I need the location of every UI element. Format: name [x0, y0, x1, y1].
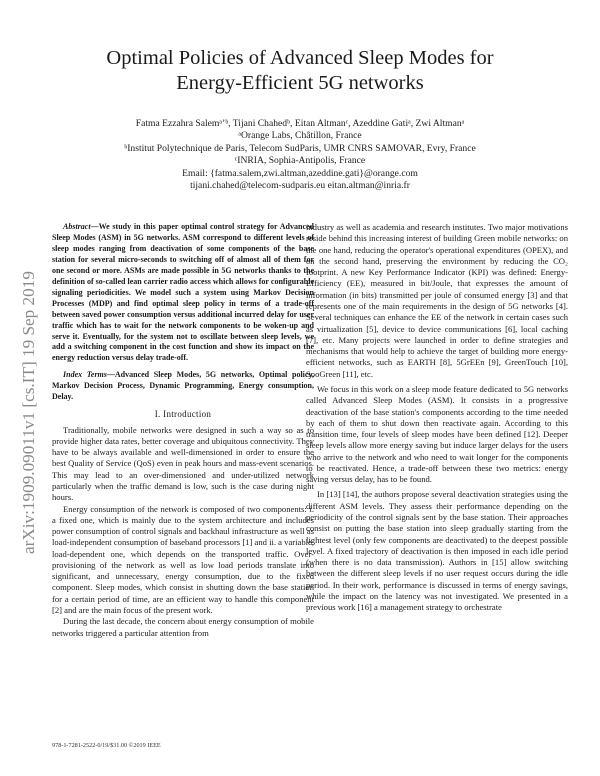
right-column — [306, 222, 568, 614]
abstract — [52, 222, 314, 364]
left-column — [52, 222, 314, 639]
paragraph: industry as well as academia and research institutes. Two major motivations reside behind this increasing interest of building Green mobile networks: on the one hand, reducing the operator's operational expenditures (OPEX), and on the second hand, preserving the environment by reducing the CO₂ footprint. A new Key Performance Indicator (KPI) was defined: Energy-Efficiency (EE), measured in bit/Joule, that expresses the amount of information (in bits) transmitted per joule of consumed energy [3] and that represents one of the main requirements in the design of 5G networks [4]. Several techniques can enhance the EE of the network in certain cases such as virtualization [5], device to device communications [6], local caching [7], etc. Many projects were launched in order to define strategies and mechanisms that would help to achieve the target of building more energy-efficient networks, such as EARTH [8], 5GrEEn [9], GreenTouch [10], SooGreen [11], etc. — [306, 222, 568, 379]
paragraph: We focus in this work on a sleep mode feature dedicated to 5G networks called Advanced Sleep Modes (ASM). It consists in a progressive deactivation of the base station's components according to the time needed by each of them to shut down then reactivate again. According to this transition time, four levels of sleep modes have been defined [12]. Deeper sleep levels allow more energy saving but induce larger delays for the users who arrive to the network and who need to wait longer for the components to be reactivated. Hence, a trade-off between these two metrics: energy saving versus delay, has to be found. — [306, 383, 568, 485]
affiliation-a: ᵃOrange Labs, Châtillon, France — [238, 130, 362, 142]
paragraph: Traditionally, mobile networks were designed in such a way so as to provide higher data rates, better coverage and ubiquitous connectivity. They have to be always available and well-dimensioned in order to ensure the best Quality of Service (QoS) even in peak hours and mass-event scenarios. This may lead to an over-dimensioned and under-utilized network particularly when the traffic demand is low, such is the case during night hours. — [52, 424, 314, 503]
affiliation-c: ᶜINRIA, Sophia-Antipolis, France — [234, 155, 366, 167]
paragraph: During the last decade, the concern about energy consumption of mobile networks triggered a particular attention from — [52, 616, 314, 638]
affiliation-b: ᵇInstitut Polytechnique de Paris, Telecom SudParis, UMR CNRS SAMOVAR, Evry, France — [124, 142, 476, 154]
copyright-footer: 978-1-7281-2522-0/19/$31.00 ©2019 IEEE — [52, 742, 161, 749]
index-terms-lead: Index Terms — [63, 370, 107, 380]
arxiv-stamp — [6, 196, 46, 556]
paper-title — [0, 46, 600, 96]
abstract-lead: Abstract — [63, 222, 91, 231]
paragraph: In [13] [14], the authors propose several deactivation strategies using the different ASM levels. They assess their performance depending on the periodicity of the control signals sent by the base station. Their approaches consist on putting the base station into sleep gradually starting from the lightest level (only few components are deactivated) to the deepest possible level. A fixed trajectory of deactivation is then imposed in each idle period (when there is no data transmission). Authors in [15] allow switching between the different sleep levels if no user request occurs during the idle period. In their work, performance is discussed in terms of energy savings, while the impact on the latency was not investigated. We presented in a previous work [16] a management strategy to orchestrate — [306, 489, 568, 613]
section-heading-introduction: I. Introduction — [154, 409, 212, 420]
title-line-2: Energy-Efficient 5G networks — [176, 72, 424, 94]
author-block — [0, 118, 600, 192]
paragraph: Energy consumption of the network is composed of two components: i. a fixed one, which is mainly due to the system architecture and includes power consumption of control signals and backhaul infrastructure as well as load-independent consumption of baseband processors [1] and ii. a variable, load-dependent one, which depends on the transported traffic. Over-provisioning of the network as well as low load periods translate into significant, and unnecessary, energy consumption, due to the fixed component. Sleep modes, which consist in shutting down the base station for a certain period of time, are an efficient way to handle this component [2] and are the main focus of the present work. — [52, 503, 314, 616]
abstract-text: —We study in this paper optimal control strategy for Advanced Sleep Modes (ASM) in 5G networks. ASM correspond to different levels of sleep modes ranging from deactivation of some components of the base station for several micro-seconds to switching off of almost all of them for one second or more. ASMs are made possible in 5G networks thanks to the definition of so-called lean carrier radio access which allows for configurable signaling periodicities. We model such a system using Markov Decision Processes (MDP) and find optimal sleep policy in terms of a trade-off between saved power consumption versus additional incurred delay for user traffic which has to wait for the network components to be woken-up and serve it. Eventually, for the system not to oscillate between sleep levels, we add a switching component in the cost function and show its impact on the energy reduction versus delay trade-off. — [52, 222, 314, 363]
index-terms-text: —Advanced Sleep Modes, 5G networks, Optimal policy, Markov Decision Process, Dynamic Programming, Energy consumption, Delay. — [52, 370, 315, 402]
author-names: Fatma Ezzahra Salemᵃʼᵇ, Tijani Chahedᵇ, Eitan Altmanᶜ, Azeddine Gatiᵃ, Zwi Altmanᵃ — [135, 118, 465, 129]
arxiv-stamp-text: arXiv:1909.09011v1 [cs.IT] 19 Sep 2019 — [19, 271, 38, 554]
index-terms — [52, 370, 314, 403]
title-line-1: Optimal Policies of Advanced Sleep Modes for — [106, 47, 494, 69]
email-line-2: tijani.chahed@telecom-sudparis.eu eitan.altman@inria.fr — [190, 180, 410, 192]
email-line-1: Email: {fatma.salem,zwi.altman,azeddine.gati}@orange.com — [182, 167, 418, 179]
